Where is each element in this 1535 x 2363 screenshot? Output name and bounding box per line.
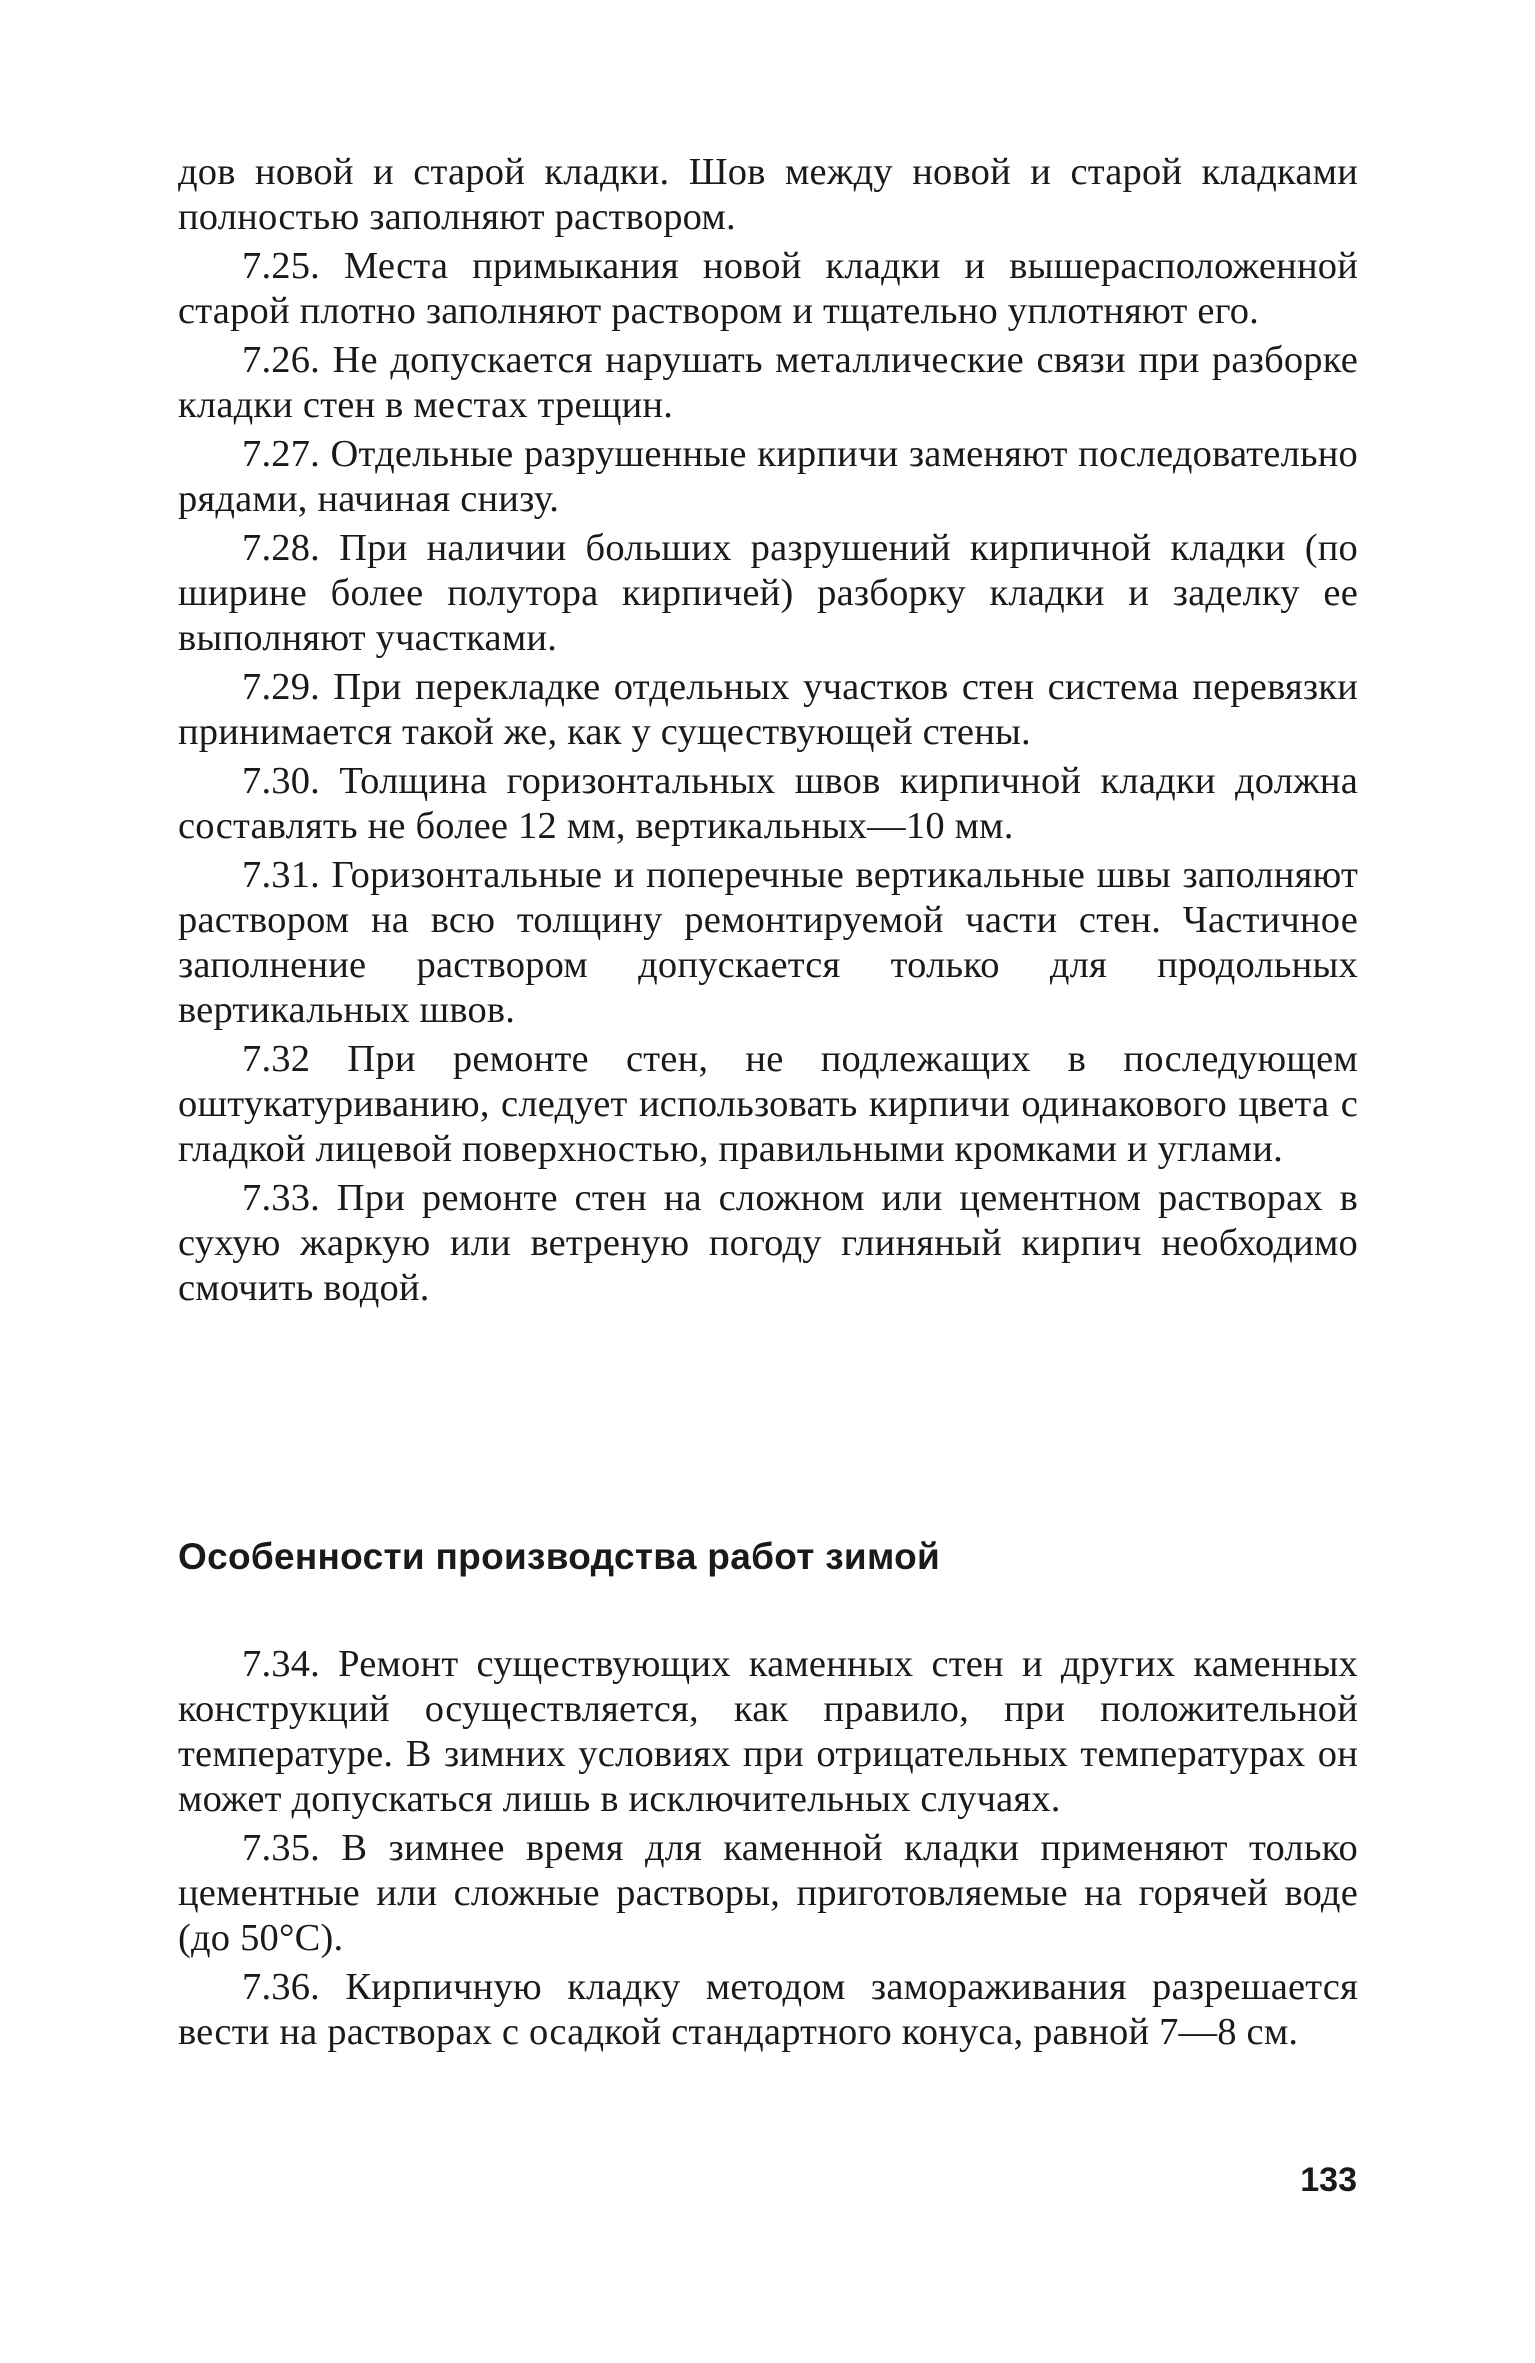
paragraph-7-26: 7.26. Не допускается нарушать металлические связи при разборке кладки стен в местах трещин. — [178, 339, 1358, 426]
paragraph-7-28: 7.28. При наличии больших разрушений кирпичной кладки (по ширине более полутора кирпичей) разборку кладки и заделку ее выполняют участками. — [178, 527, 1358, 659]
text-block-top — [178, 150, 1358, 1311]
paragraph-7-35: 7.35. В зимнее время для каменной кладки применяют только цементные или сложные растворы, приготовляемые на горячей воде (до 50°С). — [178, 1827, 1358, 1959]
text-block-bottom — [178, 1642, 1358, 2055]
paragraph-7-25: 7.25. Места примыкания новой кладки и вышерасположенной старой плотно заполняют раствором и тщательно уплотняют его. — [178, 245, 1358, 332]
paragraph-7-34: 7.34. Ремонт существующих каменных стен и других каменных конструкций осуществляется, как правило, при положительной температуре. В зимних условиях при отрицательных температурах он может допускаться лишь в исключительных случаях. — [178, 1643, 1358, 1820]
section-heading: Особенности производства работ зимой — [178, 1536, 941, 1577]
page-number: 133 — [1300, 2161, 1357, 2199]
paragraph-7-33: 7.33. При ремонте стен на сложном или цементном растворах в сухую жаркую или ветреную погоду глиняный кирпич необходимо смочить водой. — [178, 1177, 1358, 1309]
paragraph-7-29: 7.29. При перекладке отдельных участков стен система перевязки принимается такой же, как у существующей стены. — [178, 666, 1358, 753]
paragraph-7-30: 7.30. Толщина горизонтальных швов кирпичной кладки должна составлять не более 12 мм, вертикальных—10 мм. — [178, 760, 1358, 847]
paragraph-continuation: дов новой и старой кладки. Шов между новой и старой кладками полностью заполняют раствором. — [178, 151, 1358, 238]
paragraph-7-27: 7.27. Отдельные разрушенные кирпичи заменяют последовательно рядами, начиная снизу. — [178, 433, 1358, 520]
paragraph-7-36: 7.36. Кирпичную кладку методом замораживания разрешается вести на растворах с осадкой стандартного конуса, равной 7—8 см. — [178, 1966, 1358, 2053]
paragraph-7-32: 7.32 При ремонте стен, не подлежащих в последующем оштукатуриванию, следует использовать кирпичи одинакового цвета с гладкой лицевой поверхностью, правильными кромками и углами. — [178, 1038, 1358, 1170]
paragraph-7-31: 7.31. Горизонтальные и поперечные вертикальные швы заполняют раствором на всю толщину ремонтируемой части стен. Частичное заполнение раствором допускается только для продольных вертикальных швов. — [178, 854, 1358, 1031]
